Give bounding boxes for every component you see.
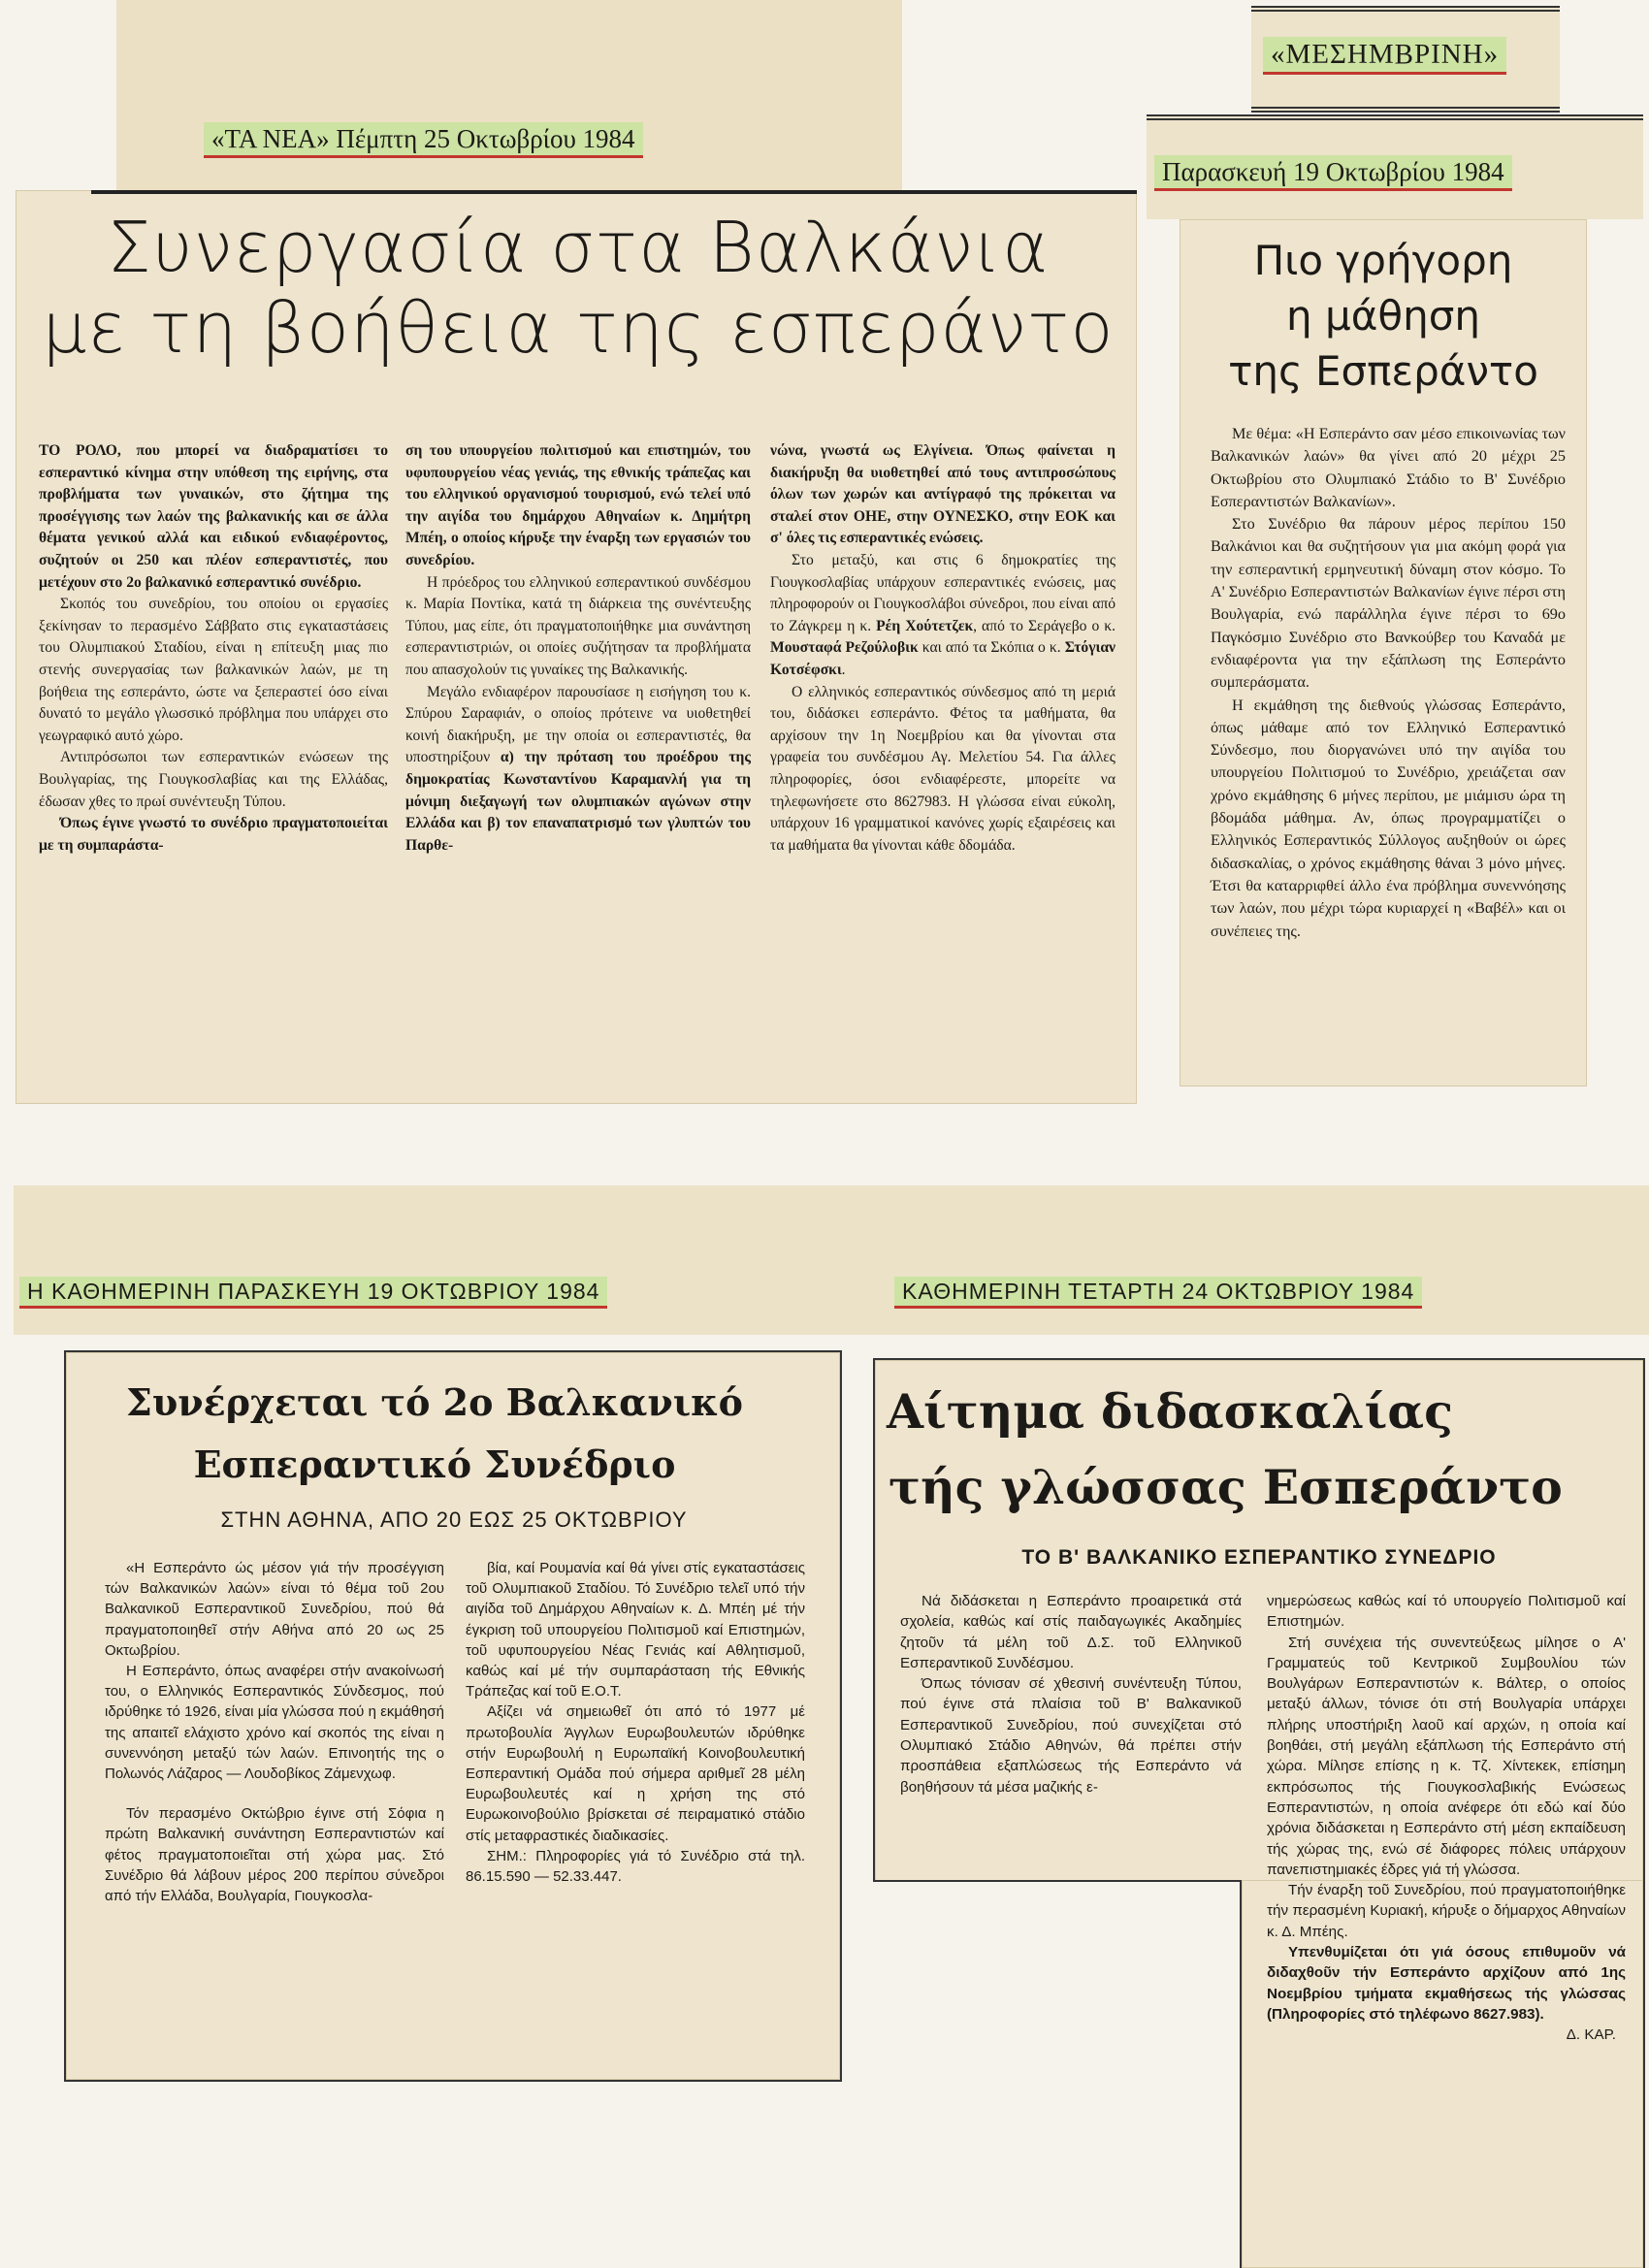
clip1-col3-name2: Μουσταφά Ρεζούλοβικ	[770, 639, 919, 657]
clip4-column2	[1267, 1591, 1626, 2046]
clip2-source-label	[1263, 39, 1506, 71]
clip2-article	[1180, 219, 1587, 1086]
clip2-source-text: «ΜΕΣΗΜΒΡΙΝΗ»	[1263, 37, 1506, 75]
clip4-col2-paragraph2: Στή συνέχεια τής συνεντεύξεως μίλησε ο Α' Γραμματεύς τοῦ Κεντρικοῦ Συμβουλίου τών Βουλγάρων Εσπεραντιστών κ. Βάλτερ, ο οποίος μεταξύ άλλων, τόνισε ότι στή Βουλγαρία υπάρχει πλήρης υποστήριξη λαοῦ καί αρχών, η οποία καί βοηθάει, στή μεγάλη εξάπλωση τής Εσπεράντο στή χώρα. Μίλησε επίσης η κ. Τζ. Χίντεκεκ, επίσημη εκπρόσωπος τής Γιουγκοσλαβικής Ενώσεως Εσπεραντιστών, η οποία ανέφερε ότι εδώ καί δύο χρόνια διδάσκεται η Εσπεράντο στή μέση εκπαίδευση τής χώρας της, ενώ σέ διάφορες πόλεις υπάρχουν πανεπιστημιακές έδρες γιά τή γλώσσα.	[1267, 1634, 1626, 1878]
clip4-col2-paragraph1: νημερώσεως καθώς καί τό υπουργείο Πολιτισμοῦ καί Επιστημών.	[1267, 1593, 1626, 1631]
clip1-col1-paragraph3: Αντιπρόσωποι των εσπεραντικών ενώσεων της Βουλγαρίας, της Γιουγκοσλαβίας και της Ελλάδας, έδωσαν χθες το πρωί συνέντευξη Τύπου.	[39, 749, 388, 810]
clip2-headline-line3: της Εσπεράντο	[1228, 347, 1538, 395]
clip3-col2-paragraph2: Αξίζει νά σημειωθεῖ ότι από τό 1977 μέ πρωτοβουλία Άγγλων Ευρωβουλευτών ιδρύθηκε στήν Ευρωβουλή η Ευρωπαϊκή Κοινοβουλευτική Εσπεραντική Ομάδα πού σήμερα αριθμεῖ 28 μέλη Ευρωβουλευτές καί η χρήση της στό Ευρωκοινοβούλιο βρίσκεται σέ πειραματικό στάδιο στίς μεταφραστικές διαδικασίες.	[466, 1703, 805, 1844]
clip1-col3-name3: Στόγιαν Κοτσέφσκι	[770, 639, 1116, 678]
clip1-headline-line1: Συνεργασία στα Βαλκάνια	[107, 207, 1050, 288]
clip3-headline	[66, 1372, 803, 1496]
clip2-headline-line1: Πιο γρήγορη	[1253, 237, 1513, 284]
clip3-col1-paragraph2: Η Εσπεράντο, όπως αναφέρει στήν ανακοίνωσή του, ο Ελληνικός Εσπεραντικός Σύνδεσμος, πού ιδρύθηκε τό 1926, είναι μία γλώσσα πού η εκμάθησή της απαιτεῖ ελάχιστο χρόνο καί σκοπός της είναι η συνεννόηση μεταξύ τών λαών. Επινοητής της ο Πολωνός Λάζαρος — Λουδοβίκος Ζάμενχωφ.	[105, 1663, 444, 1783]
clip2-headline-line2: η μάθηση	[1286, 292, 1480, 340]
clip1-col3-paragraph2-c: , από το Σεράγεβο ο κ.	[973, 617, 1116, 634]
clip3-col2-paragraph1: βία, καί Ρουμανία καί θά γίνει στίς εγκαταστάσεις τοῦ Ολυμπιακοῦ Σταδίου. Τό Συνέδριο τελεῖ υπό τήν αιγίδα τοῦ Δημάρχου Αθηναίων κ. Δ. Μπέη μέ τήν έγκριση τοῦ υπουργείου Πολιτισμοῦ καί Επιστημών, τοῦ υφυπουργείου Νέας Γενιάς καί Αθλητισμοῦ, καθώς καί μέ τήν συμπαράσταση τής Εθνικής Τράπεζας καί τοῦ Ε.Ο.Τ.	[466, 1560, 805, 1701]
clip3-headline-line2: Εσπεραντικό Συνέδριο	[193, 1442, 676, 1486]
clip1-headline-line2: με τη βοήθεια της εσπεράντο	[42, 286, 1115, 369]
clip1-col3-paragraph2-e: και από τα Σκόπια ο κ.	[918, 639, 1065, 657]
clip3-article	[64, 1350, 842, 2082]
clip2-masthead-strip	[1251, 6, 1560, 113]
clip3-column2	[466, 1558, 805, 1887]
clip1-col2-paragraph3-text: Μεγάλο ενδιαφέρον παρουσίασε η εισήγηση του κ. Σπύρου Σαραφιάν, ο οποίος πρότεινε να υιοθετηθεί κοινή διακήρυξη, με την οποία οι εσπεραντιστές, θα υποστηρίξουν	[405, 683, 751, 766]
clip1-col3-name1: Ρέη Χούτετζεκ	[876, 617, 974, 634]
clip2-paragraph2: Στο Συνέδριο θα πάρουν μέρος περίπου 150 Βαλκάνιοι και θα συζητήσουν για μια ακόμη φορά για την εσπεραντική ερμηνευτική δύναμη στον κόσμο. Το Α' Συνέδριο Εσπεραντιστών Βαλκανίων έγινε πέρσι στη Βουλγαρία, ενώ παράλληλα έγινε πέρσι το 69ο Παγκόσμιο Συνέδριο στο Βανκούβερ του Καναδά με ενδιαφέροντα για την εξάπλωση της Εσπεράντο συμπεράσματα.	[1211, 515, 1566, 692]
clip3-col1-paragraph3: Τόν περασμένο Οκτώβριο έγινε στή Σόφια η πρώτη Βαλκανική συνάντηση Εσπεραντιστών καί φέτος πραγματοποιεῖται στή χώρα μας. Στό Συνέδριο θά λάβουν μέρος 200 περίπου σύνεδροι από τήν Ελλάδα, Βουλγαρία, Γιουγκοσλα-	[105, 1805, 444, 1905]
clip3-col2-paragraph3: ΣΗΜ.: Πληροφορίες γιά τό Συνέδριο στά τηλ. 86.15.590 — 52.33.447.	[466, 1847, 805, 1886]
clip1-source-label	[204, 124, 643, 154]
clip1-col2-paragraph3-bold: α) την πρόταση του προέδρου της δημοκρατίας Κωνσταντίνου Καραμανλή για τη μόνιμη διεξαγωγή των ολυμπιακών αγώνων στην Ελλάδα και β) τον επαναπατρισμό των γλυπτών του Παρθε-	[405, 749, 751, 854]
clip4-headline-line1: Αίτημα διδασκαλίας	[887, 1383, 1453, 1440]
clip4-subhead: ΤΟ Β' ΒΑΛΚΑΝΙΚΟ ΕΣΠΕΡΑΝΤΙΚΟ ΣΥΝΕΔΡΙΟ	[1021, 1546, 1497, 1569]
clip4-col1-paragraph2: Όπως τόνισαν σέ χθεσινή συνέντευξη Τύπου, πού έγινε στά πλαίσια τοῦ Β' Βαλκανικοῦ Εσπεραντικοῦ Συνεδρίου, πού συνεχίζεται στό Ολυμπιακό Στάδιο Αθηνών, θά πρέπει στήν προσπάθεια εξαπλώσεως τής Εσπεράντο νά βοηθήσουν τά μέσα μαζικής ε-	[900, 1675, 1242, 1796]
clip3-subhead: ΣΤΗΝ ΑΘΗΝΑ, ΑΠΟ 20 ΕΩΣ 25 ΟΚΤΩΒΡΙΟΥ	[220, 1507, 688, 1532]
lower-header-strip	[14, 1185, 1649, 1335]
clip4-col1-paragraph1: Νά διδάσκεται η Εσπεράντο προαιρετικά στά σχολεία, καθώς καί στίς παιδαγωγικές Ακαδημίες ζητοῦν τά μέλη τοῦ Δ.Σ. τοῦ Ελληνικοῦ Εσπεραντικοῦ Συνδέσμου.	[900, 1593, 1242, 1671]
clip1-top-rule	[91, 190, 1137, 194]
clip4-col2-paragraph3: Τήν έναρξη τοῦ Συνεδρίου, πού πραγματοποιήθηκε τήν περασμένη Κυριακή, κήρυξε ο δήμαρχος Αθηναίων κ. Δ. Μπέης.	[1267, 1882, 1626, 1940]
clip4-column1	[900, 1591, 1242, 1798]
clip2-body	[1211, 423, 1566, 943]
clip2-date-text: Παρασκευή 19 Οκτωβρίου 1984	[1154, 155, 1512, 191]
clip3-col1-paragraph1: «Η Εσπεράντο ώς μέσον γιά τήν προσέγγιση τών Βαλκανικών λαών» είναι τό θέμα τοῦ 2ου Βαλκανικοῦ Εσπεραντικοῦ Συνεδρίου, πού θά πραγματοποιηθεῖ στήν Αθήνα από 20 ως 25 Οκτωβρίου.	[105, 1560, 444, 1659]
clip2-headline	[1180, 233, 1587, 399]
clip4-source-label	[894, 1279, 1422, 1305]
clip4-col2-paragraph4: Υπενθυμίζεται ότι γιά όσους επιθυμοῦν νά διδαχθοῦν τήν Εσπεράντο αρχίζουν από 1ης Νοεμβρίου τμήματα εκμαθήσεως τής γλώσσας (Πληροφορίες στό τηλέφωνο 8627.983).	[1267, 1944, 1626, 2023]
clip4-signature: Δ. ΚΑΡ.	[1566, 2026, 1616, 2044]
clip3-headline-line1: Συνέρχεται τό 2ο Βαλκανικό	[126, 1380, 743, 1424]
clip3-source-text: Η ΚΑΘΗΜΕΡΙΝΗ ΠΑΡΑΣΚΕΥΗ 19 ΟΚΤΩΒΡΙΟΥ 1984	[19, 1277, 607, 1309]
clip4-source-text: ΚΑΘΗΜΕΡΙΝΗ ΤΕΤΑΡΤΗ 24 ΟΚΤΩΒΡΙΟΥ 1984	[894, 1277, 1422, 1309]
clip1-col3-paragraph3: Ο ελληνικός εσπεραντικός σύνδεσμος από τη μεριά του, διδάσκει εσπεράντο. Φέτος τα μαθήματα, θα αρχίσουν την 1η Νοεμβρίου και θα γίνονται στα γραφεία του συνδέσμου Αγ. Μελετίου 54. Για άλλες πληροφορίες, όσοι ενδιαφέρεστε, μπορείτε να τηλεφωνήσετε στο 8627983. Η γλώσσα είναι εύκολη, υπάρχουν 16 γραμματικοί κανόνες χωρίς εξαιρέσεις και τα μαθήματα θα γίνονται κάθε δδομάδα.	[770, 683, 1116, 854]
clip3-column1	[105, 1558, 444, 1906]
clip1-lead-paragraph: ΤΟ ΡΟΛΟ, που μπορεί να διαδραματίσει το εσπεραντικό κίνημα στην υπόθεση της ειρήνης, στα προβλήματα των γυναικών, στο ζήτημα της προσέγγισης των λαών της βαλκανικής και σε άλλα θέματα γενικού αλλά και ειδικού ενδιαφέροντος, συζητούν οι 250 και πλέον εσπεραντιστές, που μετέχουν στο 2ο βαλκανικό εσπεραντικό συνέδριο.	[39, 442, 388, 591]
clip2-date-label	[1154, 157, 1512, 187]
clip1-col3-paragraph1: νώνα, γνωστά ως Ελγίνεια. Όπως φαίνεται η διακήρυξη θα υιοθετηθεί από τους αντιπροσώπους όλων των χωρών και αντίγραφό της πρόκειται να σταλεί στον ΟΗΕ, στην ΟΥΝΕΣΚΟ, στην ΕΟΚ και σ' όλες τις εσπεραντικές ενώσεις.	[770, 442, 1116, 547]
clip1-headline	[35, 208, 1121, 369]
clip2-paragraph1: Με θέμα: «Η Εσπεράντο σαν μέσο επικοινωνίας των Βαλκανικών λαών» θα γίνει από 20 μέχρι 25 Οκτωβρίου στο Ολυμπιακό Στάδιο το Β' Συνέδριο Εσπεραντιστών Βαλκανίων».	[1211, 425, 1566, 510]
clip2-paragraph3: Η εκμάθηση της διεθνούς γλώσσας Εσπεράντο, όπως μάθαμε από τον Ελληνικό Εσπεραντικό Σύνδεσμο, που διοργανώνει υπό την αιγίδα του υπουργείου Πολιτισμού το Συνέδριο, χρειάζεται σαν χρόνο εκμάθησης 6 μήνες περίπου, με μιάμισυ ώρα τη βδομάδα μάθημα. Αν, όπως προγραμματίζει ο Ελληνικός Εσπεραντικός Σύλλογος αυξηθούν οι ώρες διδασκαλίας, ο χρόνος εκμάθησης θάναι 3 μόνο μήνες. Έτσι θα καταρριφθεί άλλο ένα πρόβλημα συνεννόησης των λαών, που μέχρι τώρα κυριαρχεί η «Βαβέλ» και οι συνέπειες της.	[1211, 696, 1566, 940]
clip4-headline-line2: τής γλώσσας Εσπεράντο	[889, 1459, 1563, 1515]
clip1-header-strip	[116, 0, 902, 190]
clip1-source-text: «ΤΑ ΝΕΑ» Πέμπτη 25 Οκτωβρίου 1984	[204, 122, 643, 158]
clip1-column2	[405, 440, 751, 857]
clip4-headline	[879, 1374, 1641, 1525]
clip1-col2-paragraph2: Η πρόεδρος του ελληνικού εσπεραντικού συνδέσμου κ. Μαρία Ποντίκα, κατά τη διάρκεια της συνέντευξης Τύπου, μας είπε, ότι πραγματοποιήθηκε μια συνάντηση εσπεραντιστριών, οι οποίες συζήτησαν τα προβλήματα που απασχολούν τις γυναίκες της Βαλκανικής.	[405, 573, 751, 678]
clip1-column1	[39, 440, 388, 857]
clip4-bottom-rule-left	[873, 1880, 1242, 1882]
clip2-date-strip	[1147, 114, 1643, 219]
clip1-col1-paragraph4: Όπως έγινε γνωστό το συνέδριο πραγματοποιείται με τη συμπαράστα-	[39, 815, 388, 854]
clip1-column3: νώνα, γνωστά ως Ελγίνεια. Όπως φαίνεται η διακήρυξη θα υιοθετηθεί από τους αντιπροσώπους όλων των χωρών και αντίγραφό της πρόκειται να σταλεί στον ΟΗΕ, στην ΟΥΝΕΣΚΟ, στην ΕΟΚ και σ' όλες τις εσπεραντικές ενώσεις. Στο μεταξύ, και στις 6 δημοκρατίες της Γιουγκοσλαβίας υπάρχουν εσπεραντικές ενώσεις, μας πληροφορούν οι Γιουγκοσλάβοι σύνεδροι, που είναι από το Ζάγκρεμ η κ. Ρέη Χούτετζεκ, από το Σεράγεβο ο κ. Μουσταφά Ρεζούλοβικ και από τα Σκόπια ο κ. Στόγιαν Κοτσέφσκι. Ο ελληνικός εσπεραντικός σύνδεσμος από τη μεριά του, διδάσκει εσπεράντο. Φέτος τα μαθήματα, θα αρχίσουν την 1η Νοεμβρίου και θα γίνονται στα γραφεία του συνδέσμου Αγ. Μελετίου 54. Για άλλες πληροφορίες, όσοι ενδιαφέρεστε, μπορείτε να τηλεφωνήσετε στο 8627983. Η γλώσσα είναι εύκολη, υπάρχουν 16 γραμματικοί κανόνες χωρίς εξαιρέσεις και τα μαθήματα θα γίνονται κάθε δδομάδα.	[770, 440, 1116, 857]
clip1-article	[16, 190, 1137, 1104]
clip3-source-label	[19, 1279, 607, 1305]
clip1-col1-paragraph2: Σκοπός του συνεδρίου, του οποίου οι εργασίες ξεκίνησαν το περασμένο Σάββατο στις εγκαταστάσεις του Ολυμπιακού Σταδίου, είναι η επίτευξη μιας πιο στενής συνεργασίας των βαλκανικών λαών, με τη βοήθεια της εσπεράντο, ώστε να ξεπεραστεί όσο είναι δυνατό το μεγάλο γλωσσικό πρόβλημα που υπάρχει στο γεωγραφικό αυτό χώρο.	[39, 596, 388, 744]
clip1-col2-paragraph1: ση του υπουργείου πολιτισμού και επιστημών, του υφυπουργείου νέας γενιάς, της εθνικής τράπεζας και του ελληνικού οργανισμού τουρισμού, ενώ τελεί υπό την αιγίδα του δημάρχου Αθηναίων κ. Δημήτρη Μπέη, ο οποίος κήρυξε την έναρξη των εργασιών του συνεδρίου.	[405, 442, 751, 568]
clip1-col3-paragraph2-a: Στο μεταξύ, και στις 6 δημοκρατίες της Γιουγκοσλαβίας υπάρχουν εσπεραντικές ενώσεις, μας πληροφορούν οι Γιουγκοσλάβοι σύνεδροι, που είναι από το Ζάγκρεμ η κ.	[770, 551, 1116, 634]
